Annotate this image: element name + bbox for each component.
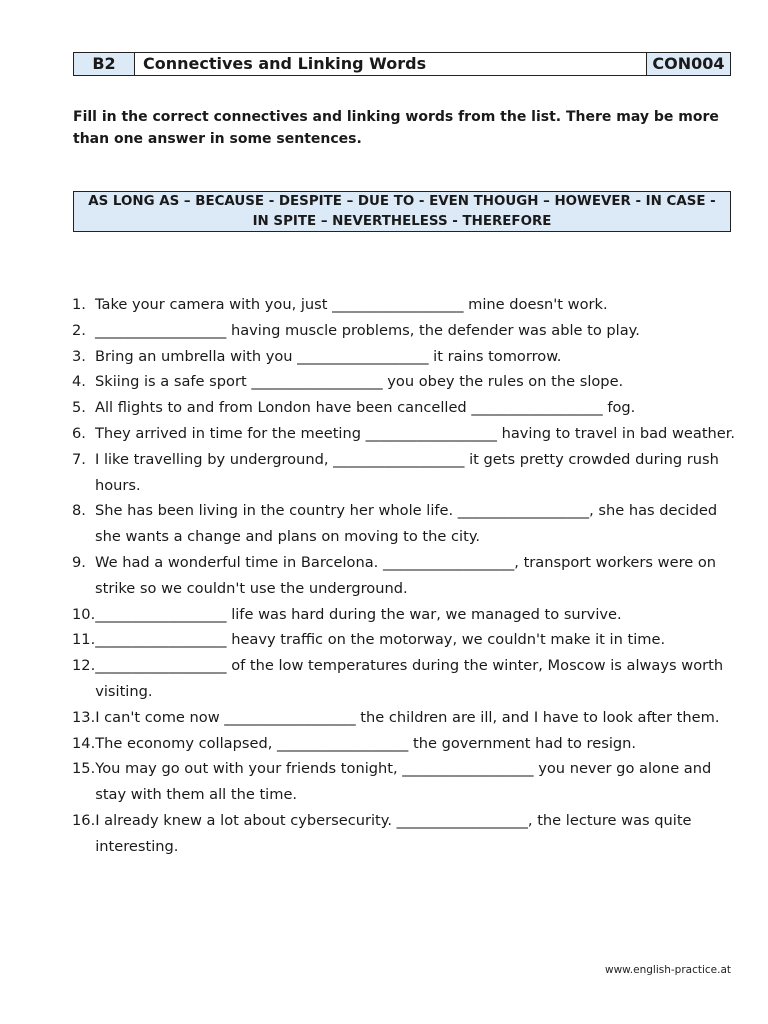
exercise-number: 3. (72, 347, 86, 365)
exercise-sentence: They arrived in time for the meeting __________________ having to travel in bad weather. (95, 424, 736, 442)
exercise-number: 16. (72, 811, 96, 829)
exercise-sentence: She has been living in the country her whole life. __________________, she has decided she wants a change and plans on moving to the city. (95, 502, 718, 546)
exercise-item (72, 447, 742, 499)
exercise-sentence: All flights to and from London have been cancelled __________________ fog. (95, 399, 636, 417)
exercise-number: 9. (72, 553, 86, 571)
exercise-sentence: The economy collapsed, __________________ the government had to resign. (95, 734, 637, 752)
exercise-item (72, 498, 742, 550)
exercise-sentence: Skiing is a safe sport __________________ you obey the rules on the slope. (95, 373, 624, 391)
exercise-item (72, 344, 742, 370)
exercise-sentence: I already knew a lot about cybersecurity. __________________, the lecture was quite interesting. (95, 811, 692, 855)
worksheet-title: Connectives and Linking Words (135, 53, 647, 76)
exercise-sentence: I can't come now __________________ the children are ill, and I have to look after them. (95, 708, 720, 726)
exercise-number: 8. (72, 502, 86, 520)
exercise-item (72, 756, 742, 808)
exercise-item (72, 550, 742, 602)
exercise-item (72, 421, 742, 447)
exercise-number: 1. (72, 296, 86, 313)
exercise-number: 11. (72, 631, 96, 649)
exercise-item (72, 705, 742, 731)
exercise-item (72, 292, 742, 318)
exercise-item (72, 731, 742, 757)
exercise-number: 15. (72, 760, 96, 778)
level-cell: B2 (74, 53, 135, 76)
word-list-line-1: AS LONG AS – BECAUSE - DESPITE – DUE TO - EVEN THOUGH – HOWEVER - IN CASE - (88, 194, 716, 209)
exercise-item (72, 808, 742, 860)
footer-website: www.english-practice.at (604, 964, 731, 976)
exercise-sentence: You may go out with your friends tonight, __________________ you never go alone and stay with them all the time. (95, 760, 712, 804)
exercise-number: 4. (72, 373, 86, 391)
exercise-sentence: Bring an umbrella with you __________________ it rains tomorrow. (95, 347, 562, 365)
exercise-number: 2. (72, 321, 86, 339)
exercise-number: 6. (72, 424, 86, 442)
word-list-line-2: IN SPITE – NEVERTHELESS - THEREFORE (252, 214, 552, 229)
instructions: Fill in the correct connectives and linking words from the list. There may be more than one answer in some sentences. (73, 109, 719, 147)
exercise-sentence: __________________ having muscle problems, the defender was able to play. (95, 321, 640, 339)
word-list-box (73, 191, 731, 232)
exercise-number: 12. (72, 657, 96, 675)
worksheet-header (73, 52, 731, 76)
exercise-sentence: __________________ heavy traffic on the motorway, we couldn't make it in time. (95, 631, 666, 649)
exercise-item (72, 395, 742, 421)
exercise-sentence: I like travelling by underground, __________________ it gets pretty crowded during rush hours. (95, 450, 719, 494)
exercise-number: 13. (72, 708, 96, 726)
exercise-sentence: __________________ of the low temperatures during the winter, Moscow is always worth visiting. (95, 657, 724, 700)
exercise-list (72, 292, 742, 860)
exercise-item (72, 369, 742, 395)
exercise-number: 7. (72, 450, 86, 468)
exercise-number: 14. (72, 734, 96, 752)
exercise-sentence: __________________ life was hard during the war, we managed to survive. (95, 605, 622, 623)
exercise-item (72, 602, 742, 628)
exercise-number: 5. (72, 399, 86, 417)
exercise-sentence: Take your camera with you, just __________________ mine doesn't work. (95, 296, 608, 313)
exercise-item (72, 318, 742, 344)
exercise-sentence: We had a wonderful time in Barcelona. __________________, transport workers were on strike so we couldn't use the underground. (95, 553, 717, 597)
exercise-item (72, 627, 742, 653)
worksheet-code: CON004 (647, 53, 731, 76)
exercise-item (72, 653, 742, 705)
exercise-number: 10. (72, 605, 96, 623)
